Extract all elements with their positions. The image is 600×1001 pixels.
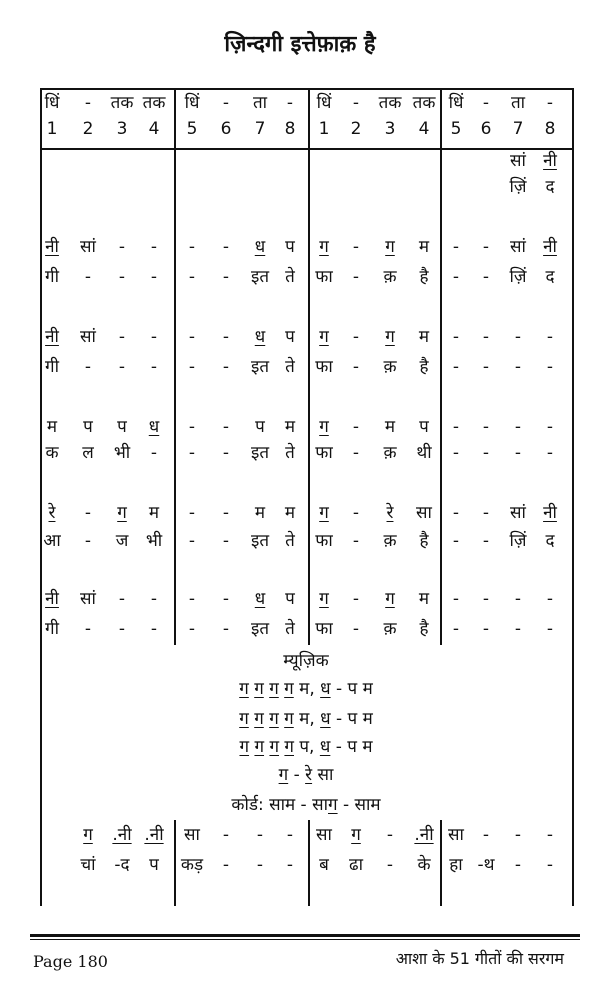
note-cell: सां — [80, 589, 96, 609]
beat-number: 6 — [220, 119, 232, 139]
music-line — [40, 764, 572, 786]
music-token: रे — [305, 765, 313, 785]
note-cell: - — [546, 417, 554, 437]
note-cell: - — [482, 357, 490, 377]
note-cell: - — [352, 503, 360, 523]
note-cell: - — [118, 357, 126, 377]
note-cell: म — [418, 237, 430, 257]
beat-number: 5 — [450, 119, 462, 139]
music-token: ग — [254, 679, 264, 699]
note-cell: - — [150, 357, 158, 377]
note-cell: ग — [351, 825, 361, 845]
note-cell: - — [482, 237, 490, 257]
beat-number: 1 — [46, 119, 58, 139]
note-cell: - — [352, 417, 360, 437]
note-cell: आ — [43, 531, 61, 551]
note-cell: - — [352, 267, 360, 287]
footer-rule — [30, 934, 580, 937]
note-cell: - — [150, 443, 158, 463]
bol-cell: धिं — [184, 93, 200, 113]
note-cell: - — [286, 825, 294, 845]
note-cell: प — [83, 417, 93, 437]
note-cell: म — [254, 503, 266, 523]
note-cell: ढा — [349, 855, 363, 875]
note-cell: हा — [449, 855, 463, 875]
music-token: - प म — [330, 679, 373, 699]
note-cell: ते — [285, 531, 295, 551]
note-cell: - — [118, 237, 126, 257]
note-cell: है — [419, 531, 429, 551]
note-cell: ते — [285, 357, 295, 377]
note-cell: ध — [254, 237, 266, 257]
note-cell: ब — [319, 855, 329, 875]
bol-cell: धिं — [448, 93, 464, 113]
note-cell: प — [255, 417, 265, 437]
note-cell: सां — [80, 237, 96, 257]
note-cell: - — [222, 503, 230, 523]
note-cell: - — [256, 825, 264, 845]
note-cell: - — [352, 531, 360, 551]
note-cell: - — [452, 443, 460, 463]
note-cell: .नी — [144, 825, 164, 845]
bol-cell: तक — [378, 93, 402, 113]
note-cell: सां — [80, 327, 96, 347]
note-cell: - — [546, 589, 554, 609]
note-cell: ग — [319, 503, 329, 523]
beat-number: 3 — [384, 119, 396, 139]
note-cell: चां — [80, 855, 96, 875]
note-cell: - — [546, 327, 554, 347]
music-token: ग — [278, 765, 289, 785]
note-cell: - — [188, 619, 196, 639]
note-cell: - — [482, 417, 490, 437]
note-cell: फा — [315, 357, 333, 377]
table-top-rule — [40, 88, 572, 90]
note-cell: ग — [385, 237, 395, 257]
bol-cell: - — [222, 93, 230, 113]
note-cell: क़ — [383, 531, 397, 551]
note-cell: - — [452, 417, 460, 437]
beat-number: 6 — [480, 119, 492, 139]
note-cell: - — [482, 825, 490, 845]
music-token: ग — [239, 737, 250, 757]
note-cell: - — [286, 855, 294, 875]
note-cell: - — [482, 267, 490, 287]
note-cell: म — [148, 503, 160, 523]
footer-rule-thin — [30, 939, 580, 940]
chord-line — [40, 794, 572, 816]
bol-cell: - — [286, 93, 294, 113]
note-cell: सां — [510, 237, 526, 257]
note-cell: - — [150, 619, 158, 639]
note-cell: -थ — [477, 855, 495, 875]
note-cell: म — [418, 589, 430, 609]
note-cell: सां — [510, 151, 526, 171]
note-cell: गी — [45, 619, 59, 639]
note-cell: ते — [285, 443, 295, 463]
note-cell: - — [452, 237, 460, 257]
note-cell: ग — [319, 589, 329, 609]
note-cell: - — [452, 589, 460, 609]
note-cell: ग — [319, 237, 329, 257]
note-cell: नी — [543, 237, 557, 257]
note-cell: क़ — [383, 443, 397, 463]
note-cell: - — [482, 503, 490, 523]
note-cell: नी — [45, 327, 59, 347]
note-cell: नी — [543, 503, 557, 523]
note-cell: प — [419, 417, 429, 437]
note-cell: प — [285, 237, 295, 257]
note-cell: - — [84, 531, 92, 551]
bol-cell: धिं — [44, 93, 60, 113]
note-cell: म — [384, 417, 396, 437]
beat-number: 3 — [116, 119, 128, 139]
note-cell: - — [546, 825, 554, 845]
note-cell: - — [84, 267, 92, 287]
music-token: सा — [312, 765, 334, 785]
table-right-border — [572, 88, 574, 906]
note-cell: - — [452, 619, 460, 639]
note-cell: - — [352, 443, 360, 463]
note-cell: नी — [45, 237, 59, 257]
note-cell: - — [222, 825, 230, 845]
note-cell: सा — [184, 825, 200, 845]
music-line — [40, 708, 572, 730]
music-token: ग — [239, 679, 249, 699]
note-cell: ग — [83, 825, 93, 845]
note-cell: - — [482, 443, 490, 463]
note-cell: म — [418, 327, 430, 347]
note-cell: है — [419, 267, 429, 287]
note-cell: - — [352, 327, 360, 347]
note-cell: द — [545, 267, 555, 287]
note-cell: - — [514, 825, 522, 845]
bol-cell: ता — [510, 93, 526, 113]
note-cell: ते — [285, 619, 295, 639]
note-cell: फा — [315, 531, 333, 551]
note-cell: - — [222, 589, 230, 609]
note-cell: - — [222, 357, 230, 377]
note-cell: - — [482, 589, 490, 609]
note-cell: - — [150, 267, 158, 287]
note-cell: फा — [315, 267, 333, 287]
note-cell: ध — [254, 589, 266, 609]
note-cell: - — [514, 443, 522, 463]
bol-cell: ता — [252, 93, 268, 113]
note-cell: ज — [115, 531, 129, 551]
note-cell: - — [514, 357, 522, 377]
note-cell: द — [545, 177, 555, 197]
music-token: ग — [284, 709, 294, 729]
music-line — [40, 736, 572, 758]
bol-cell: - — [84, 93, 92, 113]
note-cell: भी — [145, 531, 163, 551]
note-cell: गी — [45, 267, 59, 287]
note-cell: ते — [285, 267, 295, 287]
note-cell: ग — [385, 589, 395, 609]
music-token: ध — [319, 737, 331, 757]
note-cell: सा — [316, 825, 332, 845]
note-cell: - — [546, 443, 554, 463]
note-cell: - — [222, 619, 230, 639]
note-cell: - — [118, 267, 126, 287]
music-token: ग — [328, 795, 338, 815]
note-cell: फा — [315, 443, 333, 463]
note-cell: क़ — [383, 267, 397, 287]
note-cell: - — [514, 589, 522, 609]
note-cell: ल — [82, 443, 94, 463]
note-cell: प — [285, 327, 295, 347]
note-cell: - — [188, 267, 196, 287]
beat-number: 4 — [148, 119, 160, 139]
bol-cell: - — [546, 93, 554, 113]
note-cell: - — [386, 855, 394, 875]
note-cell: द — [545, 531, 555, 551]
book-title: आशा के 51 गीतों की सरगम — [395, 949, 564, 968]
bol-cell: - — [482, 93, 490, 113]
note-cell: - — [150, 327, 158, 347]
note-cell: - — [118, 327, 126, 347]
note-cell: -द — [114, 855, 130, 875]
note-cell: - — [84, 503, 92, 523]
note-cell: सा — [448, 825, 464, 845]
note-cell: सा — [416, 503, 432, 523]
note-cell: प — [117, 417, 127, 437]
note-cell: - — [118, 619, 126, 639]
music-token: - — [288, 765, 306, 785]
note-cell: - — [188, 357, 196, 377]
music-token: ग — [269, 737, 280, 757]
bol-cell: धिं — [316, 93, 332, 113]
music-token: ग — [254, 709, 264, 729]
beat-number: 2 — [350, 119, 362, 139]
note-cell: - — [188, 531, 196, 551]
note-cell: - — [188, 443, 196, 463]
note-cell: - — [352, 619, 360, 639]
note-cell: - — [222, 327, 230, 347]
note-cell: - — [222, 417, 230, 437]
music-heading: म्यूज़िक — [283, 651, 329, 671]
note-cell: - — [84, 357, 92, 377]
note-cell: इत — [250, 619, 270, 639]
note-cell: क — [45, 443, 59, 463]
note-cell: म — [284, 503, 296, 523]
note-cell: - — [352, 589, 360, 609]
note-cell: ध — [254, 327, 266, 347]
bol-cell: - — [352, 93, 360, 113]
music-token: ग — [269, 679, 279, 699]
bol-cell: तक — [110, 93, 134, 113]
note-cell: - — [188, 237, 196, 257]
note-cell: भी — [113, 443, 131, 463]
note-cell: - — [150, 589, 158, 609]
note-cell: - — [482, 619, 490, 639]
note-cell: इत — [250, 267, 270, 287]
note-cell: इत — [250, 443, 270, 463]
note-cell: गी — [45, 357, 59, 377]
note-cell: प — [285, 589, 295, 609]
note-cell: - — [452, 327, 460, 347]
note-cell: ध — [148, 417, 160, 437]
music-token: - प म — [330, 737, 373, 757]
note-cell: इत — [250, 357, 270, 377]
note-cell: - — [118, 589, 126, 609]
note-cell: - — [514, 619, 522, 639]
note-cell: - — [188, 417, 196, 437]
beat-number: 5 — [186, 119, 198, 139]
note-cell: - — [188, 503, 196, 523]
beat-number: 7 — [512, 119, 524, 139]
page-number: Page 180 — [33, 952, 108, 971]
note-cell: प — [149, 855, 159, 875]
note-cell: - — [546, 357, 554, 377]
note-cell: - — [222, 531, 230, 551]
note-cell: ग — [319, 417, 329, 437]
beat-number: 1 — [318, 119, 330, 139]
music-token: ग — [284, 679, 294, 699]
note-cell: रे — [48, 503, 56, 523]
note-cell: म — [284, 417, 296, 437]
note-cell: - — [386, 825, 394, 845]
music-token: ध — [320, 709, 331, 729]
music-token: ग — [269, 709, 279, 729]
music-token: ग — [254, 737, 265, 757]
note-cell: .नी — [414, 825, 434, 845]
note-cell: - — [452, 357, 460, 377]
note-cell: के — [417, 855, 431, 875]
note-cell: है — [419, 619, 429, 639]
note-cell: म — [46, 417, 58, 437]
note-cell: ज़िं — [509, 267, 527, 287]
note-cell: - — [482, 531, 490, 551]
note-cell: - — [222, 443, 230, 463]
note-cell: - — [514, 417, 522, 437]
beat-number: 8 — [544, 119, 556, 139]
note-cell: है — [419, 357, 429, 377]
note-cell: - — [84, 619, 92, 639]
note-cell: - — [452, 531, 460, 551]
music-token: ध — [320, 679, 331, 699]
note-cell: .नी — [112, 825, 132, 845]
music-token: म, — [293, 709, 321, 729]
note-cell: थी — [416, 443, 432, 463]
note-cell: ज़िं — [509, 177, 527, 197]
note-cell: ग — [117, 503, 127, 523]
note-cell: ज़िं — [509, 531, 527, 551]
note-cell: - — [452, 267, 460, 287]
note-cell: - — [514, 327, 522, 347]
note-cell: रे — [386, 503, 394, 523]
note-cell: नी — [543, 151, 557, 171]
music-token: कोर्ड: साम - सा — [231, 795, 328, 815]
table-header-rule — [40, 148, 572, 150]
music-token: ग — [284, 737, 294, 757]
note-cell: - — [514, 855, 522, 875]
note-cell: इत — [250, 531, 270, 551]
beat-number: 2 — [82, 119, 94, 139]
note-cell: कड़ — [180, 855, 204, 875]
note-cell: क़ — [383, 357, 397, 377]
note-cell: ग — [319, 327, 329, 347]
music-token: - प म — [330, 709, 373, 729]
note-cell: - — [222, 237, 230, 257]
beat-number: 4 — [418, 119, 430, 139]
note-cell: - — [188, 589, 196, 609]
note-cell: - — [222, 855, 230, 875]
note-cell: - — [352, 357, 360, 377]
note-cell: सां — [510, 503, 526, 523]
music-token: - साम — [337, 795, 381, 815]
note-cell: - — [150, 237, 158, 257]
page-title: ज़िन्दगी इत्तेफ़ाक़ है — [224, 32, 376, 57]
note-cell: - — [546, 855, 554, 875]
music-token: प, — [294, 737, 320, 757]
note-cell: - — [546, 619, 554, 639]
bol-cell: तक — [142, 93, 166, 113]
music-line — [40, 678, 572, 700]
note-cell: - — [452, 503, 460, 523]
note-cell: फा — [315, 619, 333, 639]
note-cell: नी — [45, 589, 59, 609]
note-cell: - — [188, 327, 196, 347]
music-token: ग — [239, 709, 249, 729]
beat-number: 8 — [284, 119, 296, 139]
note-cell: क़ — [383, 619, 397, 639]
note-cell: - — [256, 855, 264, 875]
beat-number: 7 — [254, 119, 266, 139]
bol-cell: तक — [412, 93, 436, 113]
note-cell: ग — [385, 327, 395, 347]
note-cell: - — [482, 327, 490, 347]
note-cell: - — [222, 267, 230, 287]
music-token: म, — [293, 679, 321, 699]
note-cell: - — [352, 237, 360, 257]
